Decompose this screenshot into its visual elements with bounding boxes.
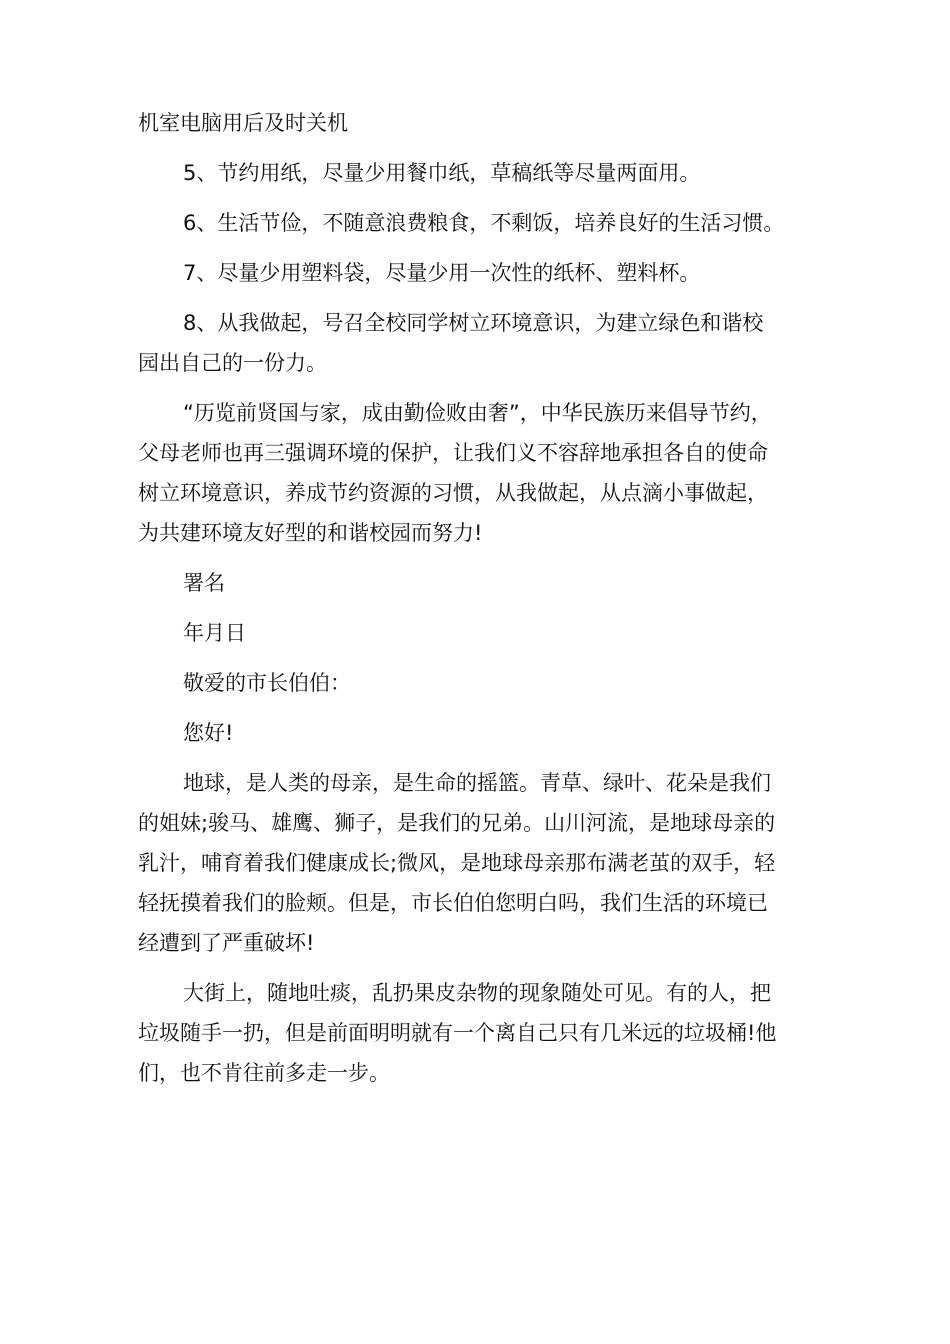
paragraph: [138, 663, 818, 703]
paragraph-line: 机室电脑用后及时关机: [138, 111, 348, 135]
paragraph: [138, 563, 818, 603]
paragraph-line: 的姐妹;骏马、雄鹰、狮子，是我们的兄弟。山川河流，是地球母亲的: [138, 811, 776, 835]
paragraph: [138, 103, 818, 143]
paragraph: [138, 393, 818, 553]
paragraph-line: 园出自己的一份力。: [138, 351, 327, 375]
paragraph-line: 6、生活节俭，不随意浪费粮食，不剩饭，培养良好的生活习惯。: [183, 211, 785, 235]
paragraph-line: 父母老师也再三强调环境的保护，让我们义不容辞地承担各自的使命: [138, 441, 768, 465]
paragraph-line: 经遭到了严重破坏!: [138, 931, 315, 955]
paragraph: [138, 253, 818, 293]
paragraph-line: 8、从我做起，号召全校同学树立环境意识，为建立绿色和谐校: [183, 311, 764, 335]
paragraph-line: 为共建环境友好型的和谐校园而努力!: [138, 521, 483, 545]
paragraph: [138, 713, 818, 753]
paragraph: [138, 203, 818, 243]
paragraph-line: 年月日: [183, 621, 246, 645]
paragraph-line: 们，也不肯往前多走一步。: [138, 1061, 390, 1085]
paragraph-line: 轻抚摸着我们的脸颊。但是，市长伯伯您明白吗，我们生活的环境已: [138, 891, 768, 915]
paragraph-line: 地球，是人类的母亲，是生命的摇篮。青草、绿叶、花朵是我们: [183, 771, 771, 795]
paragraph: [138, 303, 818, 383]
paragraph-line: 您好!: [183, 721, 234, 745]
paragraph: [138, 153, 818, 193]
paragraph-line: 敬爱的市长伯伯：: [183, 671, 351, 695]
paragraph-line: 7、尽量少用塑料袋，尽量少用一次性的纸杯、塑料杯。: [183, 261, 701, 285]
paragraph: [138, 973, 818, 1093]
paragraph-line: 5、节约用纸，尽量少用餐巾纸，草稿纸等尽量两面用。: [183, 161, 701, 185]
paragraph-line: “历览前贤国与家，成由勤俭败由奢”，中华民族历来倡导节约，: [183, 401, 772, 425]
document-body: [138, 103, 818, 1103]
paragraph: [138, 613, 818, 653]
paragraph-line: 垃圾随手一扔，但是前面明明就有一个离自己只有几米远的垃圾桶!他: [138, 1021, 777, 1045]
paragraph-line: 树立环境意识，养成节约资源的习惯，从我做起，从点滴小事做起，: [138, 481, 768, 505]
paragraph: [138, 763, 818, 963]
paragraph-line: 大街上，随地吐痰，乱扔果皮杂物的现象随处可见。有的人，把: [183, 981, 771, 1005]
paragraph-line: 署名: [183, 571, 225, 595]
paragraph-line: 乳汁，哺育着我们健康成长;微风，是地球母亲那布满老茧的双手，轻: [138, 851, 776, 875]
